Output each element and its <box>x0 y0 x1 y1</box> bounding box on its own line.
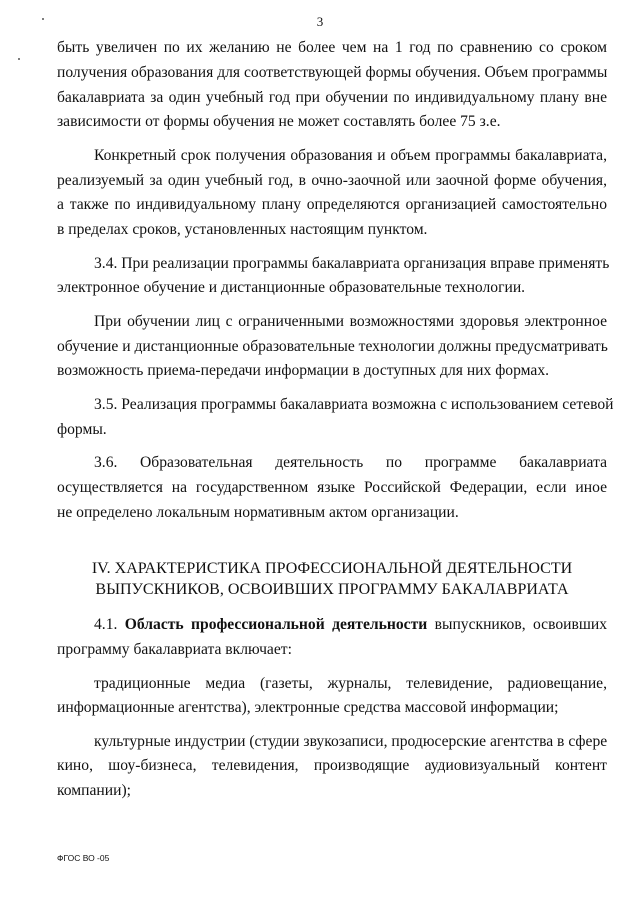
paragraphs-top <box>57 36 614 525</box>
text-line: компании); <box>57 782 131 800</box>
text-line: 3.6. Образовательная деятельность по программе бакалавриата <box>94 453 607 471</box>
text-line: 3.4. При реализации программы бакалавриата организация вправе применять <box>94 254 610 272</box>
text-line: программу бакалавриата включает: <box>57 641 292 659</box>
text-line: культурные индустрии (студии звукозаписи, продюсерские агентства в сфере <box>94 732 608 750</box>
paragraph <box>57 144 607 243</box>
text-line: возможность приема-передачи информации в доступных для них формах. <box>57 362 550 380</box>
text-line: получения образования для соответствующей формы обучения. Объем программы <box>57 63 608 81</box>
section-title-line: ВЫПУСКНИКОВ, ОСВОИВШИХ ПРОГРАММУ БАКАЛАВРИАТА <box>95 581 569 599</box>
scan-speck <box>18 58 20 60</box>
page-number: 3 <box>316 14 324 29</box>
text-line: не определено локальным нормативным актом организации. <box>57 503 459 521</box>
text-line <box>57 613 607 638</box>
paragraph-4-1 <box>57 613 607 663</box>
text-line: кино, шоу-бизнеса, телевидения, производящие аудиовизуальный контент <box>57 757 607 775</box>
item-number: 4.1. <box>94 616 125 634</box>
section-title-line: IV. ХАРАКТЕРИСТИКА ПРОФЕССИОНАЛЬНОЙ ДЕЯТЕЛЬНОСТИ <box>91 560 573 578</box>
text-line: традиционные медиа (газеты, журналы, телевидение, радиовещание, <box>94 674 607 692</box>
paragraph <box>57 451 607 525</box>
item-text: выпускников, освоивших <box>427 616 607 634</box>
document-body <box>57 36 614 813</box>
text-line: Конкретный срок получения образования и объем программы бакалавриата, <box>94 146 607 164</box>
text-line: обучение и дистанционные образовательные технологии должны предусматривать <box>57 337 608 355</box>
paragraph <box>57 672 607 722</box>
bold-term: Область профессиональной деятельности <box>124 616 428 634</box>
paragraphs-bottom <box>57 672 607 805</box>
text-line: бакалавриата за один учебный год при обучении по индивидуальному плану вне <box>57 88 607 106</box>
text-line: формы. <box>57 420 107 438</box>
paragraph <box>57 730 607 804</box>
text-line: осуществляется на государственном языке Российской Федерации, если иное <box>57 478 607 496</box>
text-line: электронное обучение и дистанционные образовательные технологии. <box>57 279 526 297</box>
footer-code: ФГОС ВО -05 <box>57 853 110 863</box>
text-line: реализуемый за один учебный год, в очно-заочной или заочной форме обучения, <box>57 171 607 189</box>
paragraph <box>57 310 607 384</box>
text-line: зависимости от формы обучения не может составлять более 75 з.е. <box>57 113 501 131</box>
text-line: 3.5. Реализация программы бакалавриата возможна с использованием сетевой <box>94 395 614 413</box>
paragraph <box>57 36 607 135</box>
section-title <box>57 558 607 600</box>
text-line: быть увеличен по их желанию не более чем на 1 год по сравнению со сроком <box>57 39 607 56</box>
text-line: При обучении лиц с ограниченными возможностями здоровья электронное <box>94 312 607 330</box>
text-line: а также по индивидуальному плану определяются организацией самостоятельно <box>57 196 607 214</box>
paragraph <box>57 252 610 302</box>
text-line: информационные агентства), электронные средства массовой информации; <box>57 699 559 717</box>
paragraph <box>57 393 614 443</box>
text-line: в пределах сроков, установленных настоящим пунктом. <box>57 221 428 239</box>
